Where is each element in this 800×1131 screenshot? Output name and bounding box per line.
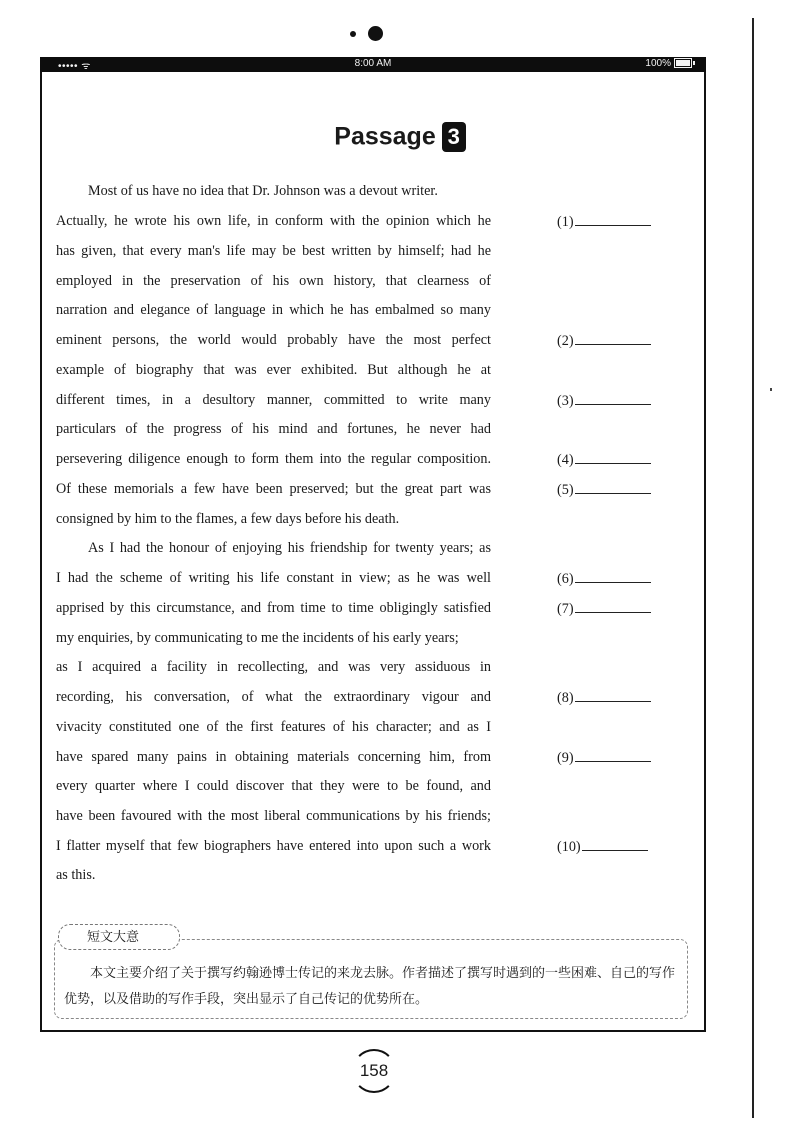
- answer-blank-5[interactable]: [557, 481, 651, 499]
- blank-underline: [575, 570, 651, 583]
- passage-line: have been favoured with the most liberal communications by his friends;: [56, 808, 491, 824]
- blank-number: (4): [557, 452, 574, 468]
- passage-line: apprised by this circumstance, and from time to time obligingly satisfied: [56, 600, 491, 616]
- answer-blank-10[interactable]: [557, 838, 648, 856]
- battery-icon: [674, 58, 692, 68]
- answer-blank-8[interactable]: [557, 689, 651, 707]
- answer-blank-6[interactable]: [557, 570, 651, 588]
- blank-number: (6): [557, 571, 574, 587]
- passage-line: different times, in a desultory manner, committed to write many: [56, 392, 491, 408]
- passage-line: vivacity constituted one of the first features of his character; and as I: [56, 719, 491, 735]
- page-number: 158: [350, 1047, 398, 1095]
- blank-underline: [575, 213, 651, 226]
- camera-dot-small: [350, 31, 356, 37]
- camera-dot-large: [368, 26, 383, 41]
- blank-number: (2): [557, 333, 574, 349]
- blank-underline: [575, 481, 651, 494]
- passage-line: persevering diligence enough to form them into the regular composition.: [56, 451, 491, 467]
- passage-line: have spared many pains in obtaining materials concerning him, from: [56, 749, 491, 765]
- summary-text: 本文主要介绍了关于撰写约翰逊博士传记的来龙去脉。作者描述了撰写时遇到的一些困难、自己的写作优势，以及借助的写作手段，突出显示了自己传记的优势所在。: [64, 966, 676, 1007]
- passage-line: example of biography that was ever exhibited. But although he at: [56, 362, 491, 378]
- passage-line: Actually, he wrote his own life, in conform with the opinion which he: [56, 213, 491, 229]
- passage-line: employed in the preservation of his own history, that clearness of: [56, 273, 491, 289]
- passage-line: recording, his conversation, of what the extraordinary vigour and: [56, 689, 491, 705]
- passage-title-text: Passage: [334, 122, 436, 151]
- passage-line: as this.: [56, 867, 96, 883]
- passage-line: as I acquired a facility in recollecting, and was very assiduous in: [56, 659, 491, 675]
- blank-number: (3): [557, 393, 574, 409]
- blank-number: (9): [557, 750, 574, 766]
- blank-underline: [575, 451, 651, 464]
- blank-underline: [575, 332, 651, 345]
- passage-line: every quarter where I could discover that they were to be found, and: [56, 778, 491, 794]
- blank-underline: [575, 749, 651, 762]
- status-time: 8:00 AM: [354, 58, 392, 69]
- passage-line: narration and elegance of language in which he has embalmed so many: [56, 302, 491, 318]
- summary-label: 短文大意: [58, 924, 180, 950]
- answer-blank-7[interactable]: [557, 600, 651, 618]
- answer-blank-9[interactable]: [557, 749, 651, 767]
- signal-indicator: ••••• ᯤ: [58, 61, 91, 72]
- battery-percent: 100%: [645, 58, 671, 69]
- blank-number: (1): [557, 214, 574, 230]
- blank-number: (8): [557, 690, 574, 706]
- passage-line: particulars of the progress of his mind and fortunes, he never had: [56, 421, 491, 437]
- passage-number-badge: 3: [442, 122, 466, 152]
- passage-line: consigned by him to the flames, a few days before his death.: [56, 511, 400, 527]
- battery-status: [645, 58, 692, 69]
- passage-line: has given, that every man's life may be best written by himself; had he: [56, 243, 491, 259]
- margin-mark: [770, 388, 772, 391]
- passage-line: I flatter myself that few biographers have entered into upon such a work: [56, 838, 491, 854]
- blank-underline: [582, 838, 648, 851]
- blank-underline: [575, 689, 651, 702]
- passage-line: I had the scheme of writing his life constant in view; as he was well: [56, 570, 491, 586]
- blank-underline: [575, 392, 651, 405]
- answer-blank-1[interactable]: [557, 213, 651, 231]
- status-bar: [40, 57, 706, 72]
- answer-blank-2[interactable]: [557, 332, 651, 350]
- answer-blank-3[interactable]: [557, 392, 651, 410]
- passage-line: Most of us have no idea that Dr. Johnson was a devout writer.: [88, 183, 438, 199]
- passage-line: As I had the honour of enjoying his friendship for twenty years; as: [88, 540, 491, 556]
- passage-line: eminent persons, the world would probably have the most perfect: [56, 332, 491, 348]
- page-edge-rule: [752, 18, 754, 1118]
- blank-number: (10): [557, 839, 581, 855]
- answer-blank-4[interactable]: [557, 451, 651, 469]
- blank-underline: [575, 600, 651, 613]
- passage-title: [0, 122, 800, 152]
- blank-number: (5): [557, 482, 574, 498]
- passage-line: Of these memorials a few have been preserved; but the great part was: [56, 481, 491, 497]
- passage-line: my enquiries, by communicating to me the incidents of his early years;: [56, 630, 459, 646]
- blank-number: (7): [557, 601, 574, 617]
